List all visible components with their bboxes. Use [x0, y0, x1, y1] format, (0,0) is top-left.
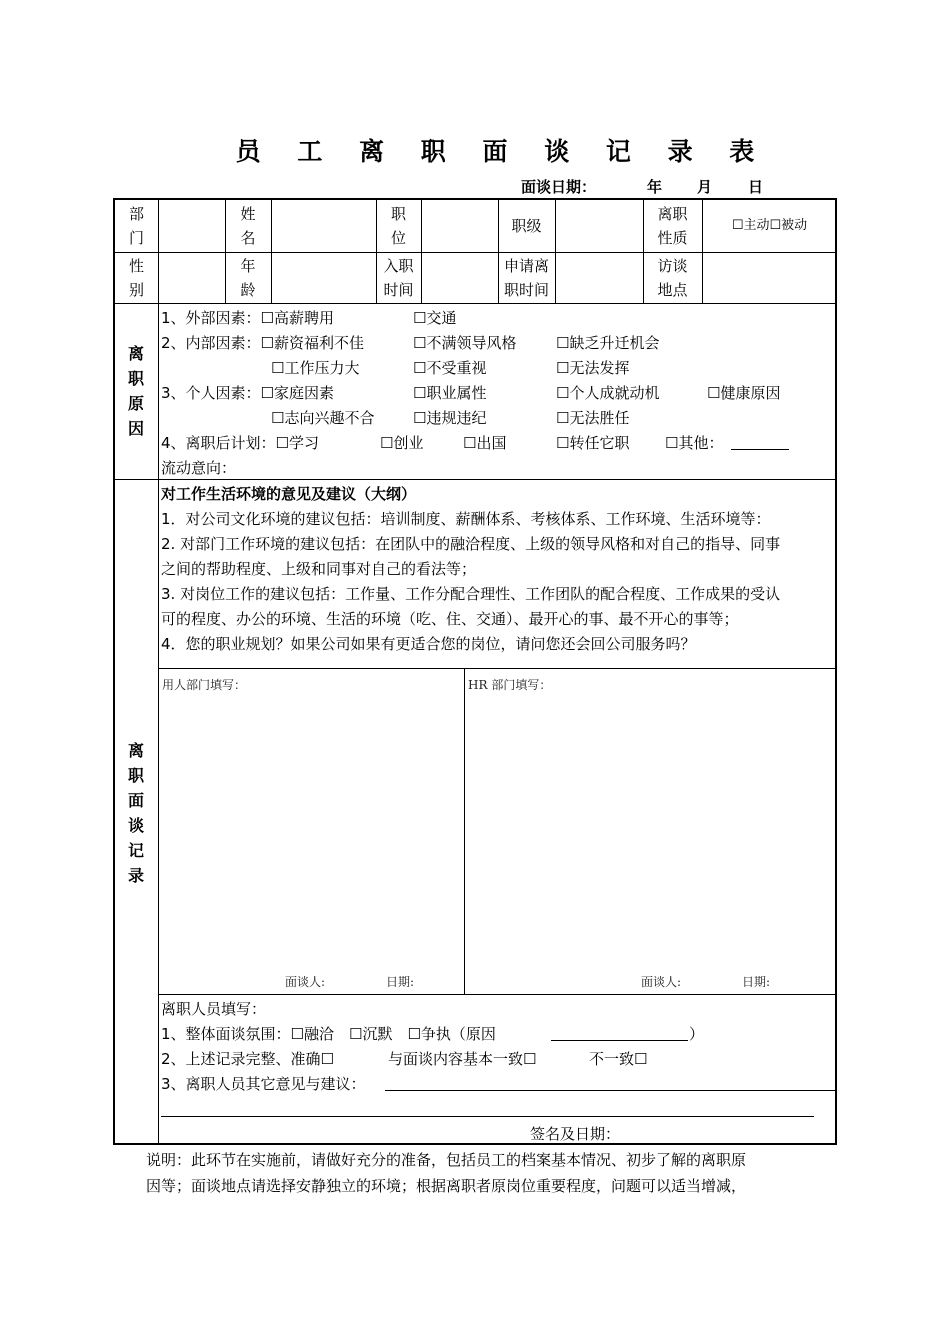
- record-item-3: 3. 对岗位工作的建议包括：工作量、工作分配合理性、工作团队的配合程度、工作成果的受认: [161, 585, 781, 603]
- col-divider: [464, 668, 465, 994]
- hr-fill-label: HR 部门填写：: [468, 678, 552, 692]
- record-complete-check[interactable]: 2、上述记录完整、准确☐: [161, 1050, 334, 1068]
- reason-not-valued[interactable]: ☐不受重视: [413, 359, 487, 377]
- flow-intention-label: 流动意向：: [161, 459, 237, 477]
- reason-external-high-salary[interactable]: 1、外部因素：☐高薪聘用: [161, 309, 334, 327]
- row-divider: [115, 303, 837, 304]
- name-value[interactable]: [271, 200, 376, 252]
- plan-other[interactable]: ☐其他：: [665, 434, 724, 452]
- row-divider: [158, 668, 837, 669]
- plan-study[interactable]: 4、离职后计划：☐学习: [161, 434, 319, 452]
- reason-leadership-style[interactable]: ☐不满领导风格: [413, 334, 517, 352]
- col-divider: [158, 200, 159, 1145]
- record-item-4: 4．您的职业规划？如果公司如果有更适合您的岗位，请问您还会回公司服务吗？: [161, 635, 696, 653]
- row-divider: [115, 479, 837, 480]
- dept-date-label: 日期:: [386, 975, 415, 989]
- rank-label: 职级: [511, 217, 542, 235]
- record-heading: 对工作生活环境的意见及建议（大纲）: [161, 485, 417, 503]
- dept-interviewer-label: 面谈人:: [285, 975, 326, 989]
- join-date-value[interactable]: [421, 252, 498, 303]
- note-line-1: 说明：此环节在实施前，请做好充分的准备，包括员工的档案基本情况、初步了解的离职原: [146, 1151, 747, 1169]
- nature-label: 离职 性质: [657, 205, 688, 247]
- note-line-2: 因等；面谈地点请选择安静独立的环境；根据离职者原岗位重要程度，问题可以适当增减，: [146, 1177, 747, 1195]
- leaver-atmosphere[interactable]: 1、整体面谈氛围：☐融洽 ☐沉默 ☐争执（原因: [161, 1025, 496, 1043]
- row-divider: [158, 994, 837, 995]
- plan-other-blank[interactable]: [731, 449, 789, 450]
- hr-date-label: 日期:: [742, 975, 771, 989]
- plan-other-job[interactable]: ☐转任它职: [556, 434, 630, 452]
- form-table: [113, 198, 837, 1145]
- date-day: 日: [748, 178, 764, 196]
- dept-fill-label: 用人部门填写：: [162, 678, 247, 692]
- interview-date-label: 面谈日期：: [521, 178, 597, 196]
- apply-date-value[interactable]: [555, 252, 643, 303]
- join-date-label: 入职 时间: [383, 256, 414, 299]
- date-month: 月: [697, 178, 713, 196]
- reason-achievement[interactable]: ☐个人成就动机: [556, 384, 660, 402]
- reason-interest-mismatch[interactable]: ☐志向兴趣不合: [271, 409, 375, 427]
- gender-label: 性 别: [128, 256, 144, 299]
- opinion-blank-line-2[interactable]: [161, 1116, 814, 1117]
- dept-fill-area[interactable]: [161, 696, 461, 966]
- reason-incompetent[interactable]: ☐无法胜任: [556, 409, 630, 427]
- dept-value[interactable]: [158, 200, 225, 252]
- reason-health[interactable]: ☐健康原因: [707, 384, 781, 402]
- name-label: 姓 名: [240, 205, 256, 247]
- signature-date-label: 签名及日期：: [530, 1125, 621, 1143]
- age-label: 年 龄: [240, 256, 256, 299]
- record-item-3-cont: 可的程度、办公的环境、生活的环境（吃、住、交通）、最开心的事、最不开心的事等；: [161, 610, 739, 628]
- reason-violation[interactable]: ☐违规违纪: [413, 409, 487, 427]
- page-title: 员 工 离 职 面 谈 记 录 表: [235, 137, 769, 166]
- leaver-other-opinion: 3、离职人员其它意见与建议：: [161, 1075, 366, 1093]
- position-value[interactable]: [421, 200, 498, 252]
- reason-work-pressure[interactable]: ☐工作压力大: [271, 359, 360, 377]
- nature-options[interactable]: ☐主动☐被动: [731, 218, 808, 233]
- place-value[interactable]: [702, 252, 837, 303]
- record-item-2: 2. 对部门工作环境的建议包括：在团队中的融洽程度、上级的领导风格和对自己的指导、同事: [161, 535, 781, 553]
- plan-abroad[interactable]: ☐出国: [463, 434, 507, 452]
- record-section-label: 离 职 面 谈 记 录: [127, 741, 144, 885]
- hr-fill-area[interactable]: [467, 696, 833, 966]
- reason-career-nature[interactable]: ☐职业属性: [413, 384, 487, 402]
- reasons-section-label: 离 职 原 因: [127, 344, 144, 438]
- reason-internal-pay[interactable]: 2、内部因素：☐薪资福利不佳: [161, 334, 364, 352]
- leaver-fill-title: 离职人员填写：: [161, 1000, 267, 1018]
- dept-label: 部 门: [128, 205, 144, 247]
- reason-transport[interactable]: ☐交通: [413, 309, 457, 327]
- atmosphere-close-paren: ）: [689, 1025, 705, 1043]
- apply-date-label: 申请离 职时间: [503, 256, 549, 299]
- plan-startup[interactable]: ☐创业: [380, 434, 424, 452]
- hr-interviewer-label: 面谈人:: [641, 975, 682, 989]
- date-year: 年: [647, 178, 663, 196]
- reason-no-promotion[interactable]: ☐缺乏升迁机会: [556, 334, 660, 352]
- reason-cannot-perform[interactable]: ☐无法发挥: [556, 359, 630, 377]
- place-label: 访谈 地点: [657, 256, 688, 299]
- record-item-2-cont: 之间的帮助程度、上级和同事对自己的看法等；: [161, 560, 477, 578]
- opinion-blank-line-1[interactable]: [385, 1090, 836, 1091]
- atmosphere-reason-blank[interactable]: [551, 1040, 688, 1041]
- position-label: 职 位: [390, 205, 406, 247]
- record-inconsistent-check[interactable]: 不一致☐: [589, 1050, 648, 1068]
- record-consistent-check[interactable]: 与面谈内容基本一致☐: [388, 1050, 537, 1068]
- age-value[interactable]: [271, 252, 376, 303]
- gender-value[interactable]: [158, 252, 225, 303]
- rank-value[interactable]: [555, 200, 643, 252]
- reason-personal-family[interactable]: 3、个人因素：☐家庭因素: [161, 384, 334, 402]
- record-item-1: 1．对公司文化环境的建议包括：培训制度、薪酬体系、考核体系、工作环境、生活环境等：: [161, 510, 771, 528]
